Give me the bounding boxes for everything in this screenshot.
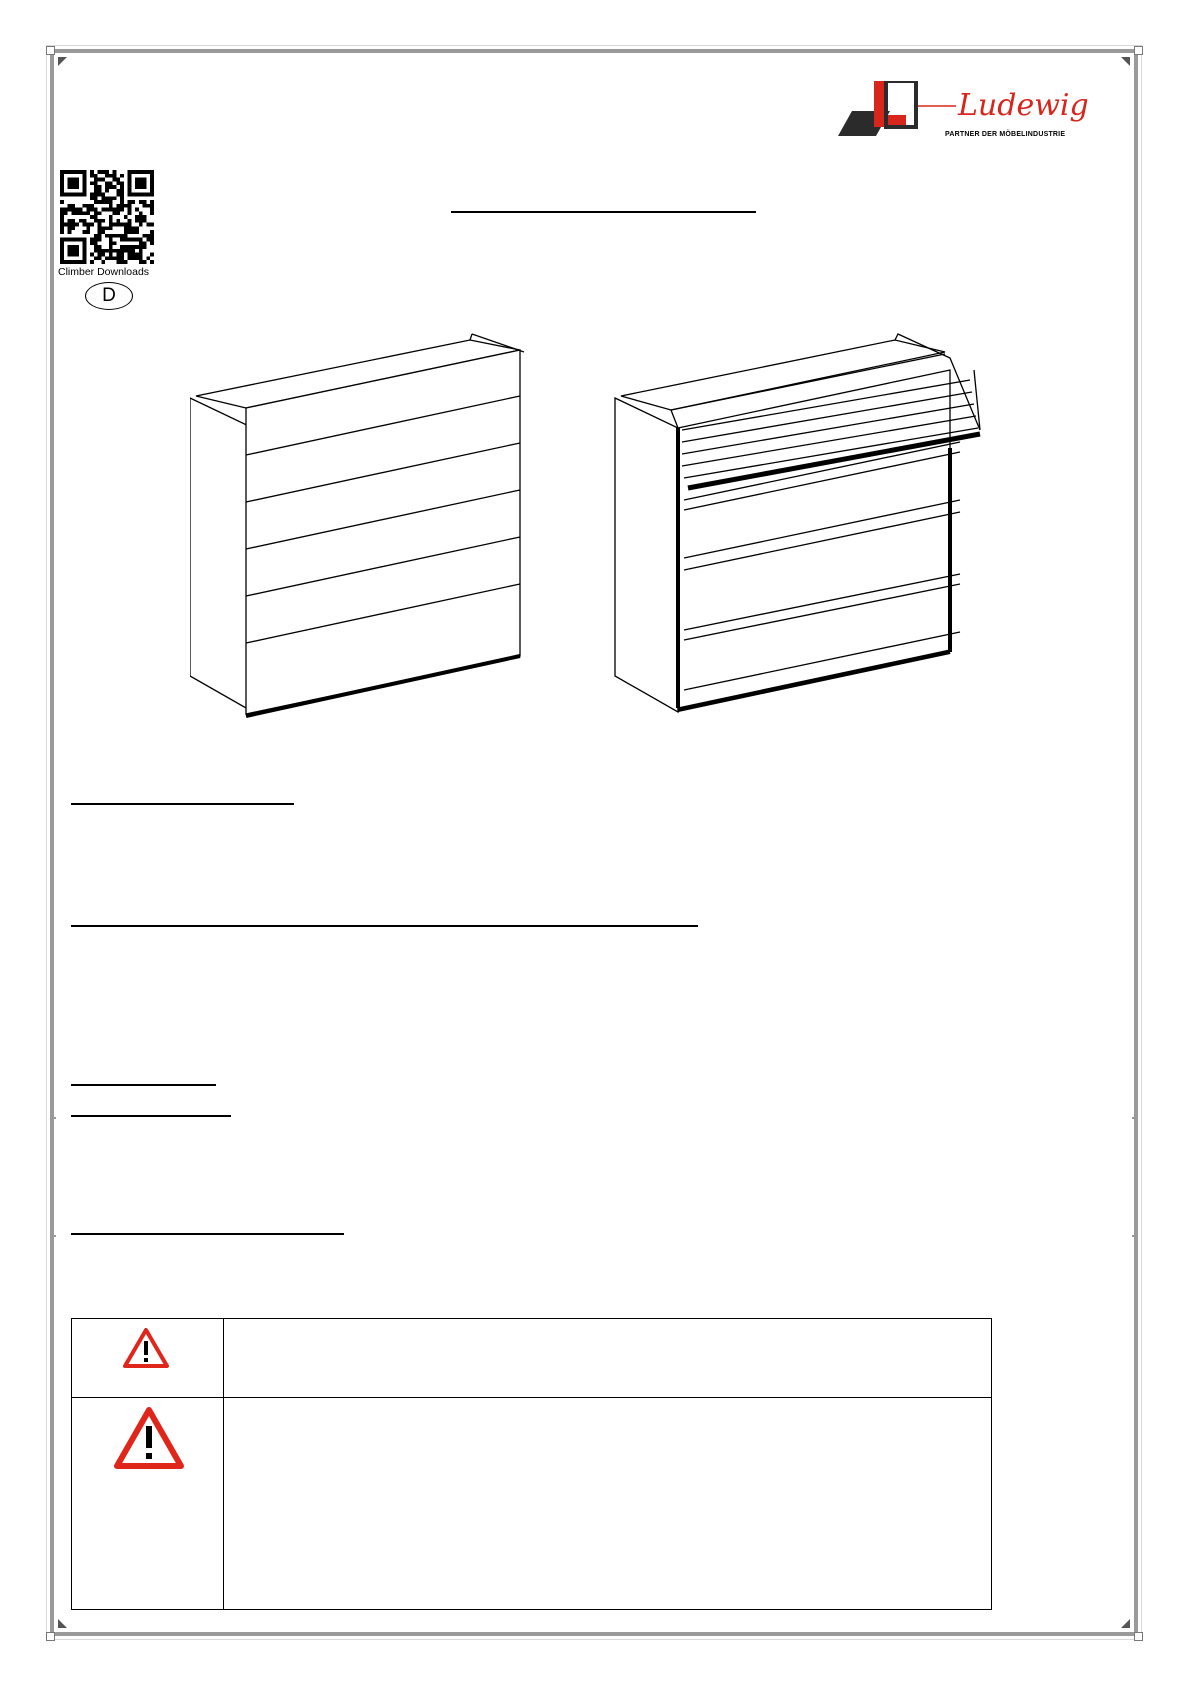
- frame-corner-bottom-right: [1134, 1632, 1143, 1641]
- section-heading-2: [71, 902, 698, 924]
- warning-triangle-icon: [122, 1327, 170, 1369]
- qr-caption: Climber Downloads: [58, 266, 150, 278]
- section-heading-4: [71, 1092, 231, 1114]
- logo-wordmark: Ludewig: [958, 88, 1089, 123]
- frame-corner-top-left: [46, 46, 55, 55]
- cabinet-open-drawing: [615, 334, 980, 712]
- section-heading-3: [71, 1061, 216, 1083]
- section-underline-5: [71, 1233, 344, 1235]
- cabinet-illustration: [190, 330, 1020, 720]
- section-heading-1: [71, 780, 294, 802]
- section-underline-1: [71, 803, 294, 805]
- frame-corner-top-right: [1134, 46, 1143, 55]
- warning-triangle-icon: [113, 1406, 185, 1472]
- warning-text-cell: [224, 1398, 992, 1610]
- frame-corner-bottom-left: [46, 1632, 55, 1641]
- cabinet-closed-drawing: [190, 334, 524, 716]
- warning-row: [72, 1398, 992, 1610]
- logo-tagline: PARTNER DER MÖBELINDUSTRIE: [945, 131, 1066, 138]
- warning-icon-cell: [72, 1398, 224, 1610]
- section-heading-5: [71, 1210, 344, 1232]
- section-underline-4: [71, 1115, 231, 1117]
- page-title: [451, 186, 756, 210]
- section-underline-3: [71, 1084, 216, 1086]
- warning-icon-cell: [72, 1319, 224, 1398]
- warning-table: [71, 1318, 992, 1610]
- language-badge: D: [85, 282, 133, 310]
- section-underline-2: [71, 925, 698, 927]
- warning-text-cell: [224, 1319, 992, 1398]
- qr-code-icon[interactable]: [60, 170, 154, 264]
- warning-row: [72, 1319, 992, 1398]
- title-underline: [451, 211, 756, 213]
